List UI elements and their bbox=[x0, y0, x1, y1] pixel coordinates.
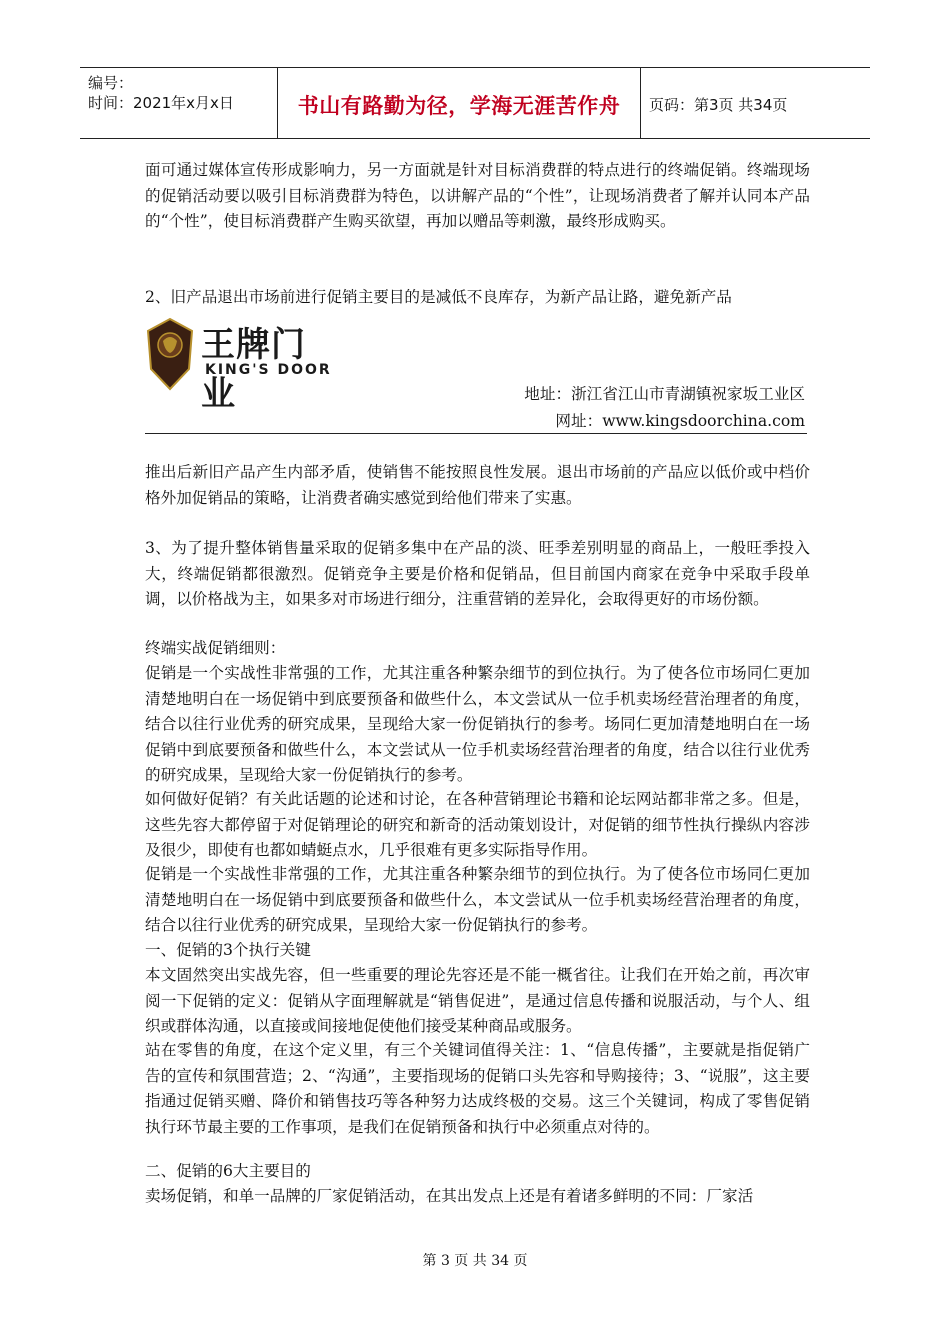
divider bbox=[145, 433, 807, 434]
section-label: 终端实战促销细则： bbox=[145, 639, 286, 657]
motto: 书山有路勤为径，学海无涯苦作舟 bbox=[297, 94, 621, 118]
lion-emblem-icon bbox=[145, 317, 195, 391]
paragraph: 2、旧产品退出市场前进行促销主要目的是减低不良库存，为新产品让路，避免新产品 bbox=[145, 288, 732, 306]
time-label: 时间：2021年x月x日 bbox=[88, 94, 234, 112]
brand-name-cn: 王牌门业 bbox=[201, 325, 306, 414]
paragraph: 本文固然突出实战先容，但一些重要的理论先容还是不能一概省往。让我们在开始之前，再次审阅一下促销的定义：促销从字面理解就是“销售促进”，是通过信息传播和说服活动，与个人、组织或群体沟通，以直接或间接地促使他们接受某种商品或服务。 bbox=[145, 966, 810, 1035]
header-left-cell bbox=[80, 68, 278, 138]
serial-label: 编号： bbox=[88, 74, 134, 92]
paragraph: 卖场促销，和单一品牌的厂家促销活动，在其出发点上还是有着诸多鲜明的不同：厂家活 bbox=[145, 1187, 754, 1205]
heading: 一、促销的3个执行关键 bbox=[145, 941, 311, 959]
header-motto-cell bbox=[278, 68, 641, 138]
company-logo bbox=[143, 315, 335, 414]
heading: 二、促销的6大主要目的 bbox=[145, 1162, 311, 1180]
paragraph: 推出后新旧产品产生内部矛盾，使销售不能按照良性发展。退出市场前的产品应以低价或中档价格外加促销品的策略，让消费者确实感觉到给他们带来了实惠。 bbox=[145, 463, 810, 507]
paragraph: 面可通过媒体宣传形成影响力，另一方面就是针对目标消费群的特点进行的终端促销。终端现场的促销活动要以吸引目标消费群为特色，以讲解产品的“个性”，让现场消费者了解并认同本产品的“个性”，使目标消费群产生购买欲望，再加以赠品等刺激，最终形成购买。 bbox=[145, 161, 810, 230]
paragraph: 如何做好促销？有关此话题的论述和讨论，在各种营销理论书籍和论坛网站都非常之多。但是，这些先容大都停留于对促销理论的研究和新奇的活动策划设计，对促销的细节性执行操纵内容涉及很少，即使有也都如蜻蜓点水，几乎很难有更多实际指导作用。 bbox=[145, 790, 810, 859]
paragraph: 促销是一个实战性非常强的工作，尤其注重各种繁杂细节的到位执行。为了使各位市场同仁更加清楚地明白在一场促销中到底要预备和做些什么，本文尝试从一位手机卖场经营治理者的角度，结合以往行业优秀的研究成果，呈现给大家一份促销执行的参考。场同仁更加清楚地明白在一场促销中到底要预备和做些什么，本文尝试从一位手机卖场经营治理者的角度，结合以往行业优秀的研究成果，呈现给大家一份促销执行的参考。 bbox=[145, 664, 810, 784]
page-header bbox=[80, 67, 870, 139]
page-footer: 第 3 页 共 34 页 bbox=[422, 1253, 528, 1269]
header-page-cell bbox=[641, 68, 870, 138]
company-address: 地址：浙江省江山市青湖镇祝家坂工业区 bbox=[524, 385, 805, 403]
company-website: 网址：www.kingsdoorchina.com bbox=[555, 412, 805, 430]
page-info: 页码：第3页 共34页 bbox=[649, 96, 788, 114]
paragraph: 站在零售的角度，在这个定义里，有三个关键词值得关注：1、“信息传播”，主要就是指促销广告的宣传和氛围营造；2、“沟通”，主要指现场的促销口头先容和导购接待；3、“说服”，这主要指通过促销买赠、降价和销售技巧等各种努力达成终极的交易。这三个关键词，构成了零售促销执行环节最主要的工作事项，是我们在促销预备和执行中必须重点对待的。 bbox=[145, 1041, 810, 1136]
paragraph: 3、为了提升整体销售量采取的促销多集中在产品的淡、旺季差别明显的商品上，一般旺季投入大，终端促销都很激烈。促销竞争主要是价格和促销品，但目前国内商家在竞争中采取手段单调，以价格战为主，如果多对市场进行细分，注重营销的差异化，会取得更好的市场份额。 bbox=[145, 539, 810, 608]
paragraph: 促销是一个实战性非常强的工作，尤其注重各种繁杂细节的到位执行。为了使各位市场同仁更加清楚地明白在一场促销中到底要预备和做些什么，本文尝试从一位手机卖场经营治理者的角度，结合以往行业优秀的研究成果，呈现给大家一份促销执行的参考。 bbox=[145, 865, 810, 934]
brand-name-en: KING'S DOOR bbox=[205, 362, 332, 378]
